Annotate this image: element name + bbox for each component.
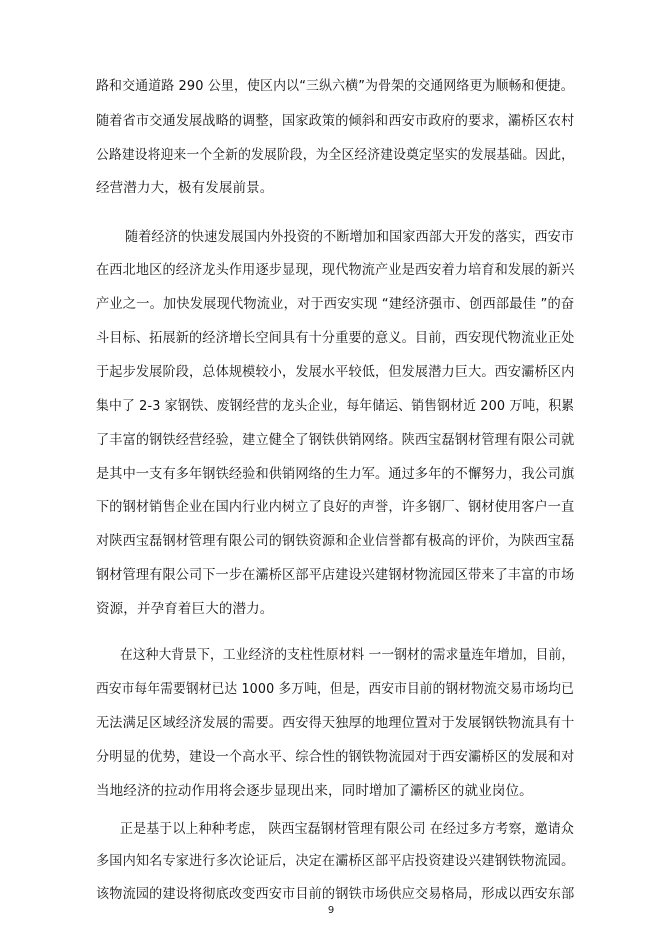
paragraph-2-line-5: 于起步发展阶段，总体规模较小，发展水平较低，但发展潜力巨大。西安灞桥区内 <box>96 364 575 380</box>
paragraph-2-line-8: 是其中一支有多年钢铁经验和供销网络的生力军。通过多年的不懈努力，我公司旗 <box>96 466 575 482</box>
paragraph-2-line-7: 了丰富的钢铁经营经验，建立健全了钢铁供销网络。陕西宝磊钢材管理有限公司就 <box>96 432 575 448</box>
paragraph-2-line-4: 斗目标、拓展新的经济增长空间具有十分重要的意义。目前，西安现代物流业正处 <box>96 330 575 346</box>
paragraph-4-line-2: 多国内知名专家进行多次论证后，决定在灞桥区部平店投资建设兴建钢铁物流园。 <box>96 853 575 869</box>
paragraph-3-line-1: 在这种大背景下，工业经济的支柱性原材料 一一钢材的需求量连年增加，目前， <box>120 647 575 663</box>
paragraph-2-line-12: 资源，并孕育着巨大的潜力。 <box>96 601 274 617</box>
paragraph-4-line-1: 正是基于以上种种考虑， 陕西宝磊钢材管理有限公司 在经过多方考察，邀请众 <box>120 821 574 837</box>
paragraph-2-line-9: 下的钢材销售企业在国内行业内树立了良好的声誉，许多钢厂、钢材使用客户一直 <box>96 499 575 515</box>
paragraph-2-line-2: 在西北地区的经济龙头作用逐步显现，现代物流产业是西安着力培育和发展的新兴 <box>96 262 575 278</box>
paragraph-2-line-6: 集中了 2-3 家钢铁、废钢经营的龙头企业，每年储运、销售钢材近 200 万吨，积累 <box>96 398 575 414</box>
paragraph-1-line-1: 路和交通道路 290 公里，使区内以“三纵六横”为骨架的交通网络更为顺畅和便捷。 <box>96 78 574 94</box>
paragraph-2-line-11: 钢材管理有限公司下一步在灞桥区部平店建设兴建钢材物流园区带来了丰富的市场 <box>96 567 575 583</box>
paragraph-1-line-4: 经营潜力大，极有发展前景。 <box>96 180 274 196</box>
paragraph-4-line-3: 该物流园的建设将彻底改变西安市目前的钢铁市场供应交易格局，形成以西安东部 <box>96 886 575 902</box>
paragraph-3-line-2: 西安市每年需要钢材已达 1000 多万吨，但是，西安市目前的钢材物流交易市场均已 <box>96 681 574 697</box>
paragraph-2-line-3: 产业之一。加快发展现代物流业，对于西安实现 “建经济强市、创西部最佳 ”的奋 <box>96 296 575 312</box>
page-number: 9 <box>327 905 335 916</box>
paragraph-2-line-1: 随着经济的快速发展国内外投资的不断增加和国家西部大开发的落实，西安市 <box>125 229 575 245</box>
paragraph-1-line-2: 随着省市交通发展战略的调整，国家政策的倾斜和西安市政府的要求，灞桥区农村 <box>96 113 575 129</box>
paragraph-2-line-10: 对陕西宝磊钢材管理有限公司的钢铁资源和企业信誉都有极高的评价，为陕西宝磊 <box>96 533 575 549</box>
paragraph-1-line-3: 公路建设将迎来一个全新的发展阶段，为全区经济建设奠定坚实的发展基础。因此， <box>96 147 575 163</box>
paragraph-3-line-4: 分明显的优势，建设一个高水平、综合性的钢铁物流园对于西安灞桥区的发展和对 <box>96 749 575 765</box>
paragraph-3-line-5: 当地经济的拉动作用将会逐步显现出来，同时增加了灞桥区的就业岗位。 <box>96 783 533 799</box>
paragraph-3-line-3: 无法满足区域经济发展的需要。西安得天独厚的地理位置对于发展钢铁物流具有十 <box>96 715 575 731</box>
